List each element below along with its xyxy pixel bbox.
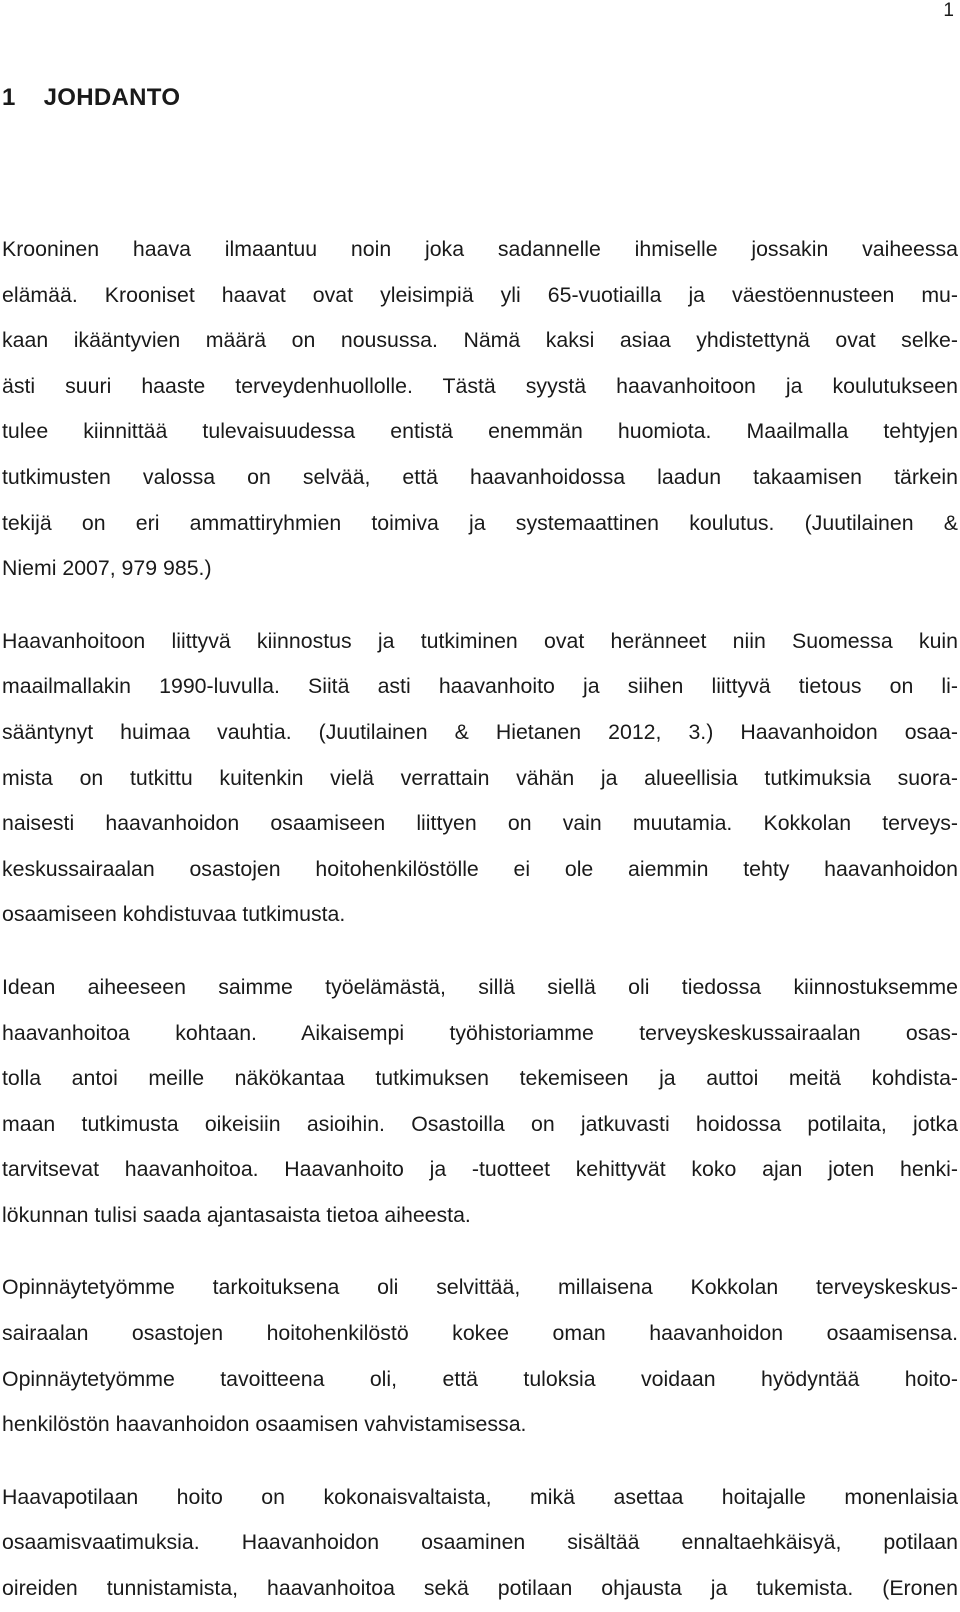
text-line: ästi suuri haaste terveydenhuollolle. Tästä syystä haavanhoitoon ja koulutukseen xyxy=(2,373,958,398)
text-line: Opinnäytetyömme tavoitteena oli, että tuloksia voidaan hyödyntää hoito- xyxy=(2,1366,958,1391)
paragraph xyxy=(2,619,958,938)
text-line: naisesti haavanhoidon osaamiseen liittyen on vain muutamia. Kokkolan terveys- xyxy=(2,811,958,836)
text-line: keskussairaalan osastojen hoitohenkilöstölle ei ole aiemmin tehty haavanhoidon xyxy=(2,856,958,881)
paragraph-gap xyxy=(2,592,958,619)
text-line: haavanhoitoa kohtaan. Aikaisempi työhistoriamme terveyskeskussairaalan osas- xyxy=(2,1020,958,1045)
paragraph xyxy=(2,1475,958,1612)
text-line: Haavapotilaan hoito on kokonaisvaltaista, mikä asettaa hoitajalle monenlaisia xyxy=(2,1484,958,1509)
chapter-title: JOHDANTO xyxy=(43,84,181,111)
text-line: tarvitsevat haavanhoitoa. Haavanhoito ja -tuotteet kehittyvät koko ajan joten henki- xyxy=(2,1157,958,1182)
text-line: mista on tutkittu kuitenkin vielä verrattain vähän ja alueellisia tutkimuksia suora- xyxy=(2,765,958,790)
text-line: osaamisvaatimuksia. Haavanhoidon osaaminen sisältää ennaltaehkäisyä, potilaan xyxy=(2,1530,958,1555)
text-line: tekijä on eri ammattiryhmien toimiva ja systemaattinen koulutus. (Juutilainen & xyxy=(2,510,958,535)
paragraph-gap xyxy=(2,1448,958,1475)
text-line: elämää. Krooniset haavat ovat yleisimpiä yli 65-vuotiailla ja väestöennusteen mu- xyxy=(2,282,958,307)
text-line: Idean aiheeseen saimme työelämästä, sillä siellä oli tiedossa kiinnostuksemme xyxy=(2,974,958,999)
text-line: Opinnäytetyömme tarkoituksena oli selvittää, millaisena Kokkolan terveyskeskus- xyxy=(2,1275,958,1300)
paragraph-gap xyxy=(2,1238,958,1265)
text-line: Krooninen haava ilmaantuu noin joka sadannelle ihmiselle jossakin vaiheessa xyxy=(2,237,958,261)
text-line: oireiden tunnistamista, haavanhoitoa sekä potilaan ohjausta ja tukemista. (Eronen xyxy=(2,1576,958,1601)
text-line: kaan ikääntyvien määrä on nousussa. Nämä kaksi asiaa yhdistettynä ovat selke- xyxy=(2,328,958,353)
text-line: Haavanhoitoon liittyvä kiinnostus ja tutkiminen ovat heränneet niin Suomessa kuin xyxy=(2,628,958,653)
page-number: 1 xyxy=(943,0,954,21)
text-line: Niemi 2007, 979 985.) xyxy=(2,556,212,581)
paragraph xyxy=(2,227,958,592)
text-line: tutkimusten valossa on selvää, että haavanhoidossa laadun takaamisen tärkein xyxy=(2,464,958,489)
text-line: tolla antoi meille näkökantaa tutkimuksen tekemiseen ja auttoi meitä kohdista- xyxy=(2,1066,958,1091)
paragraph-gap xyxy=(2,938,958,965)
paragraph xyxy=(2,1265,958,1447)
text-line: maailmallakin 1990-luvulla. Siitä asti haavanhoito ja siihen liittyvä tietous on li- xyxy=(2,674,958,699)
text-line: maan tutkimusta oikeisiin asioihin. Osastoilla on jatkuvasti hoidossa potilaita, jotka xyxy=(2,1111,958,1136)
chapter-number: 1 xyxy=(2,84,16,111)
text-line: sairaalan osastojen hoitohenkilöstö kokee oman haavanhoidon osaamisensa. xyxy=(2,1321,958,1346)
text-line: henkilöstön haavanhoidon osaamisen vahvistamisessa. xyxy=(2,1412,527,1437)
text-line: lökunnan tulisi saada ajantasaista tietoa aiheesta. xyxy=(2,1202,471,1227)
paragraph xyxy=(2,965,958,1239)
text-line: sääntynyt huimaa vauhtia. (Juutilainen & Hietanen 2012, 3.) Haavanhoidon osaa- xyxy=(2,719,958,744)
text-line: osaamiseen kohdistuvaa tutkimusta. xyxy=(2,902,346,927)
body-text xyxy=(2,227,958,1612)
chapter-heading xyxy=(2,84,180,112)
text-line: tulee kiinnittää tulevaisuudessa entistä enemmän huomiota. Maailmalla tehtyjen xyxy=(2,419,958,444)
